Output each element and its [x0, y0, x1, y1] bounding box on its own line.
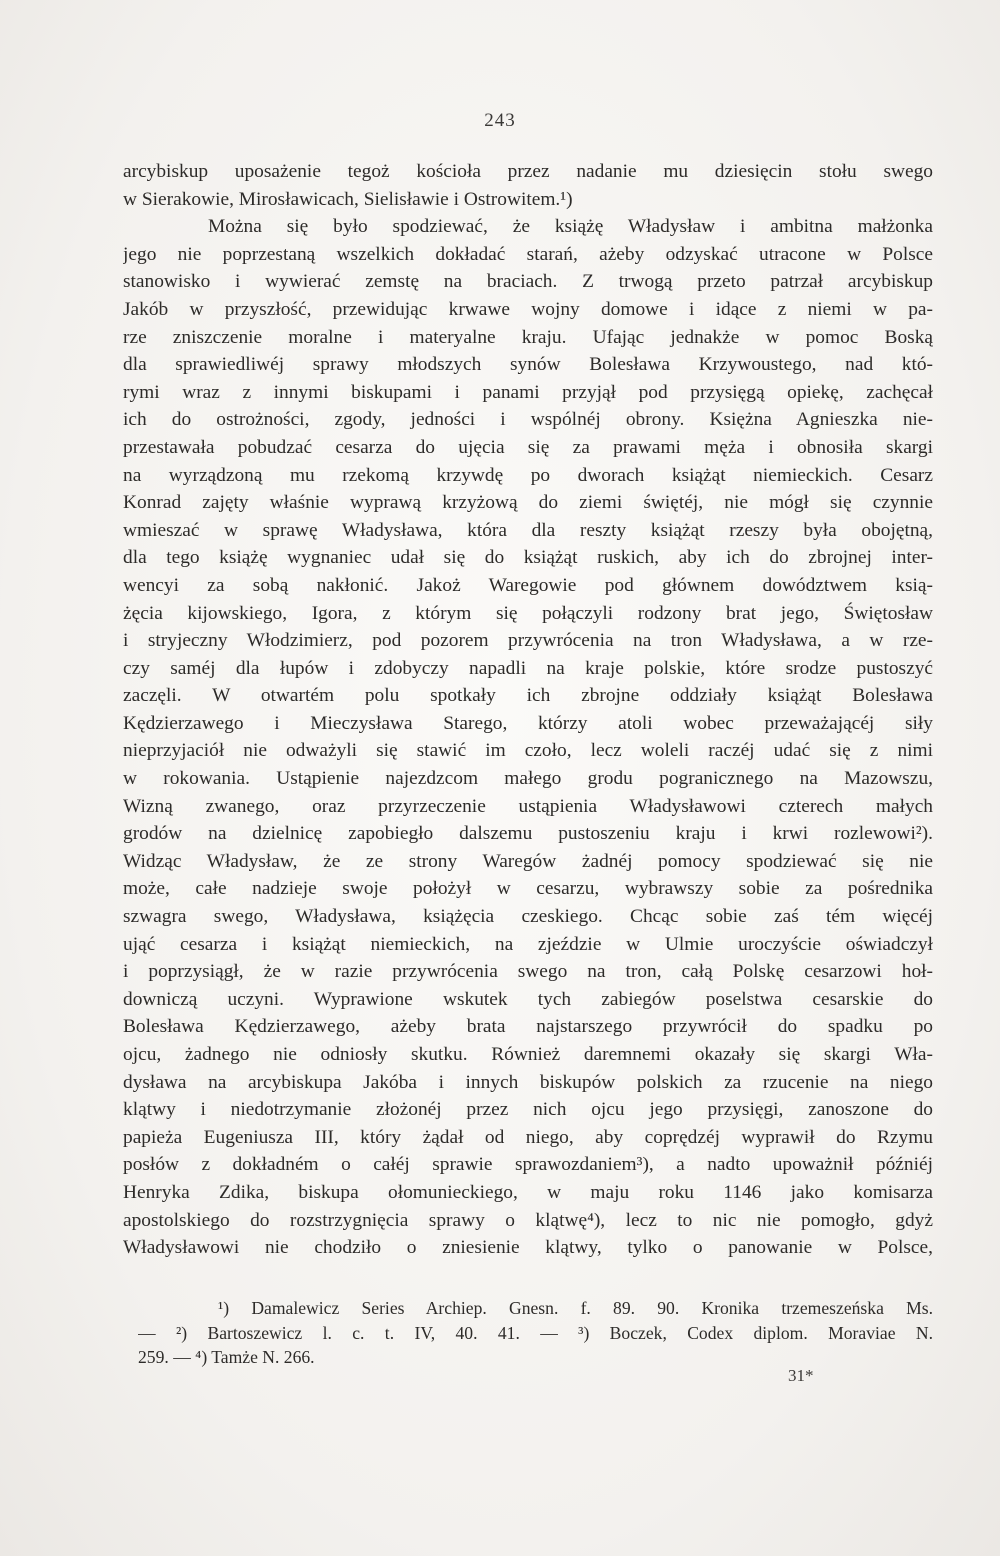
footnotes [138, 1296, 933, 1370]
text-line: Jakób w przyszłość, przewidując krwawe wojny domowe i idące z niemi w pa- [123, 298, 933, 320]
text-line: i poprzysiągł, że w razie przywrócenia swego na tron, całą Polskę cesarzowi hoł- [123, 961, 933, 983]
text-line: dla tego książę wygnaniec udał się do książąt ruskich, aby ich do zbrojnej inter- [123, 547, 933, 569]
text-line: stanowisko i wywierać zemstę na braciach. Z trwogą przeto patrzał arcybiskup [123, 271, 933, 293]
text-line: w Sierakowie, Mirosławicach, Sielisławie i Ostrowitem.¹) [123, 188, 573, 210]
text-line: na wyrządzoną mu rzekomą krzywdę po dworach książąt niemieckich. Cesarz [123, 464, 933, 486]
text-line: Wizną zwanego, oraz przyrzeczenie ustąpienia Władysławowi czterech małych [123, 795, 933, 817]
text-line: wencyi za sobą nakłonić. Jakoż Waregowie pod głównem dowództwem ksią- [123, 574, 933, 596]
text-line: nieprzyjaciół nie odważyli się stawić im czoło, lecz woleli raczéj udać się z nimi [123, 740, 933, 762]
text-line: Kędzierzawego i Mieczysława Starego, którzy atoli wobec przeważającéj siły [123, 712, 933, 734]
body-text [123, 158, 933, 1262]
printer-signature-mark: 31* [788, 1366, 814, 1385]
text-line: szwagra swego, Władysława, książęcia czeskiego. Chcąc sobie zaś tém więcéj [123, 906, 933, 928]
text-line: ich do ostrożności, zgody, jedności i wspólnéj obrony. Księżna Agnieszka nie- [123, 409, 933, 431]
text-line: posłów z dokładném o całéj sprawie sprawozdaniem³), a nadto upoważnił późniéj [123, 1154, 933, 1176]
text-line: klątwy i niedotrzymanie złożonéj przez nich ojcu jego przysięgi, zanoszone do [123, 1099, 933, 1121]
text-line: czy saméj dla łupów i zdobyczy napadli na kraje polskie, które srodze pustoszyć [123, 657, 933, 679]
text-line: przestawała pobudzać cesarza do ujęcia się za prawami męża i obnosiła skargi [123, 436, 933, 458]
text-line: Bolesława Kędzierzawego, ażeby brata najstarszego przywrócił do spadku po [123, 1016, 933, 1038]
text-line: jego nie poprzestaną wszelkich dokładać starań, ażeby odzyskać utracone w Polsce [123, 243, 933, 265]
text-line: Konrad zajęty właśnie wyprawą krzyżową do ziemi świętéj, nie mógł się czynnie [123, 492, 933, 514]
text-line: rze zniszczenie moralne i materyalne kraju. Ufając jednakże w pomoc Boską [123, 326, 933, 348]
text-line: w rokowania. Ustąpienie najezdzcom małego grodu pogranicznego na Mazowszu, [123, 768, 933, 790]
text-line: dla sprawiedliwéj sprawy młodszych synów Bolesława Krzywoustego, nad któ- [123, 354, 933, 376]
text-line: Można się było spodziewać, że książę Władysław i ambitna małżonka [208, 216, 933, 238]
text-line: apostolskiego do rozstrzygnięcia sprawy o klątwę⁴), lecz to nic nie pomogło, gdyż [123, 1209, 933, 1231]
text-line: może, całe nadzieje swoje położył w cesarzu, wybrawszy sobie za pośrednika [123, 878, 933, 900]
text-line: Henryka Zdika, biskupa ołomunieckiego, w maju roku 1146 jako komisarza [123, 1181, 933, 1203]
text-line: arcybiskup uposażenie tegoż kościoła przez nadanie mu dziesięcin stołu swego [123, 161, 933, 182]
text-line: dysława na arcybiskupa Jakóba i innych biskupów polskich za rzucenie na niego [123, 1071, 933, 1093]
text-line: downiczą uczyni. Wyprawione wskutek tych zabiegów poselstwa cesarskie do [123, 988, 933, 1010]
text-line: i stryjeczny Włodzimierz, pod pozorem przywrócenia na tron Władysława, a w rze- [123, 630, 933, 652]
text-line: zaczęli. W otwartém polu spotkały ich zbrojne oddziały książąt Bolesława [123, 685, 933, 707]
text-line: Widząc Władysław, że ze strony Waregów żadnéj pomocy spodziewać się nie [123, 850, 933, 872]
text-line: żęcia kijowskiego, Igora, z którym się połączyli rodzony brat jego, Świętosław [123, 602, 933, 624]
text-line: papieża Eugeniusza III, który żądał od niego, aby coprędzéj wyprawił do Rzymu [123, 1126, 933, 1148]
text-line: ująć cesarza i książąt niemieckich, na zjeździe w Ulmie uroczyście oświadczył [123, 933, 933, 955]
text-line: wmieszać w sprawę Władysława, która dla reszty książąt rzeszy była obojętną, [123, 519, 933, 541]
text-line: Władysławowi nie chodziło o zniesienie klątwy, tylko o panowanie w Polsce, [123, 1237, 933, 1259]
footnote-line: — ²) Bartoszewicz l. c. t. IV, 40. 41. — ³) Boczek, Codex diplom. Moraviae N. [138, 1322, 933, 1343]
text-line: grodów na dzielnicę zapobiegło dalszemu pustoszeniu kraju i krwi rozlewowi²). [123, 823, 933, 845]
footnote-line: ¹) Damalewicz Series Archiep. Gnesn. f. 89. 90. Kronika trzemeszeńska Ms. [218, 1298, 933, 1318]
text-line: ojcu, żadnego nie odniosły skutku. Również daremnemi okazały się skargi Wła- [123, 1044, 933, 1065]
footnote-line: 259. — ⁴) Tamże N. 266. [138, 1347, 315, 1367]
text-line: rymi wraz z innymi biskupami i panami przyjął pod przysięgą opiekę, zachęcał [123, 381, 933, 403]
page-number: 243 [484, 110, 516, 131]
